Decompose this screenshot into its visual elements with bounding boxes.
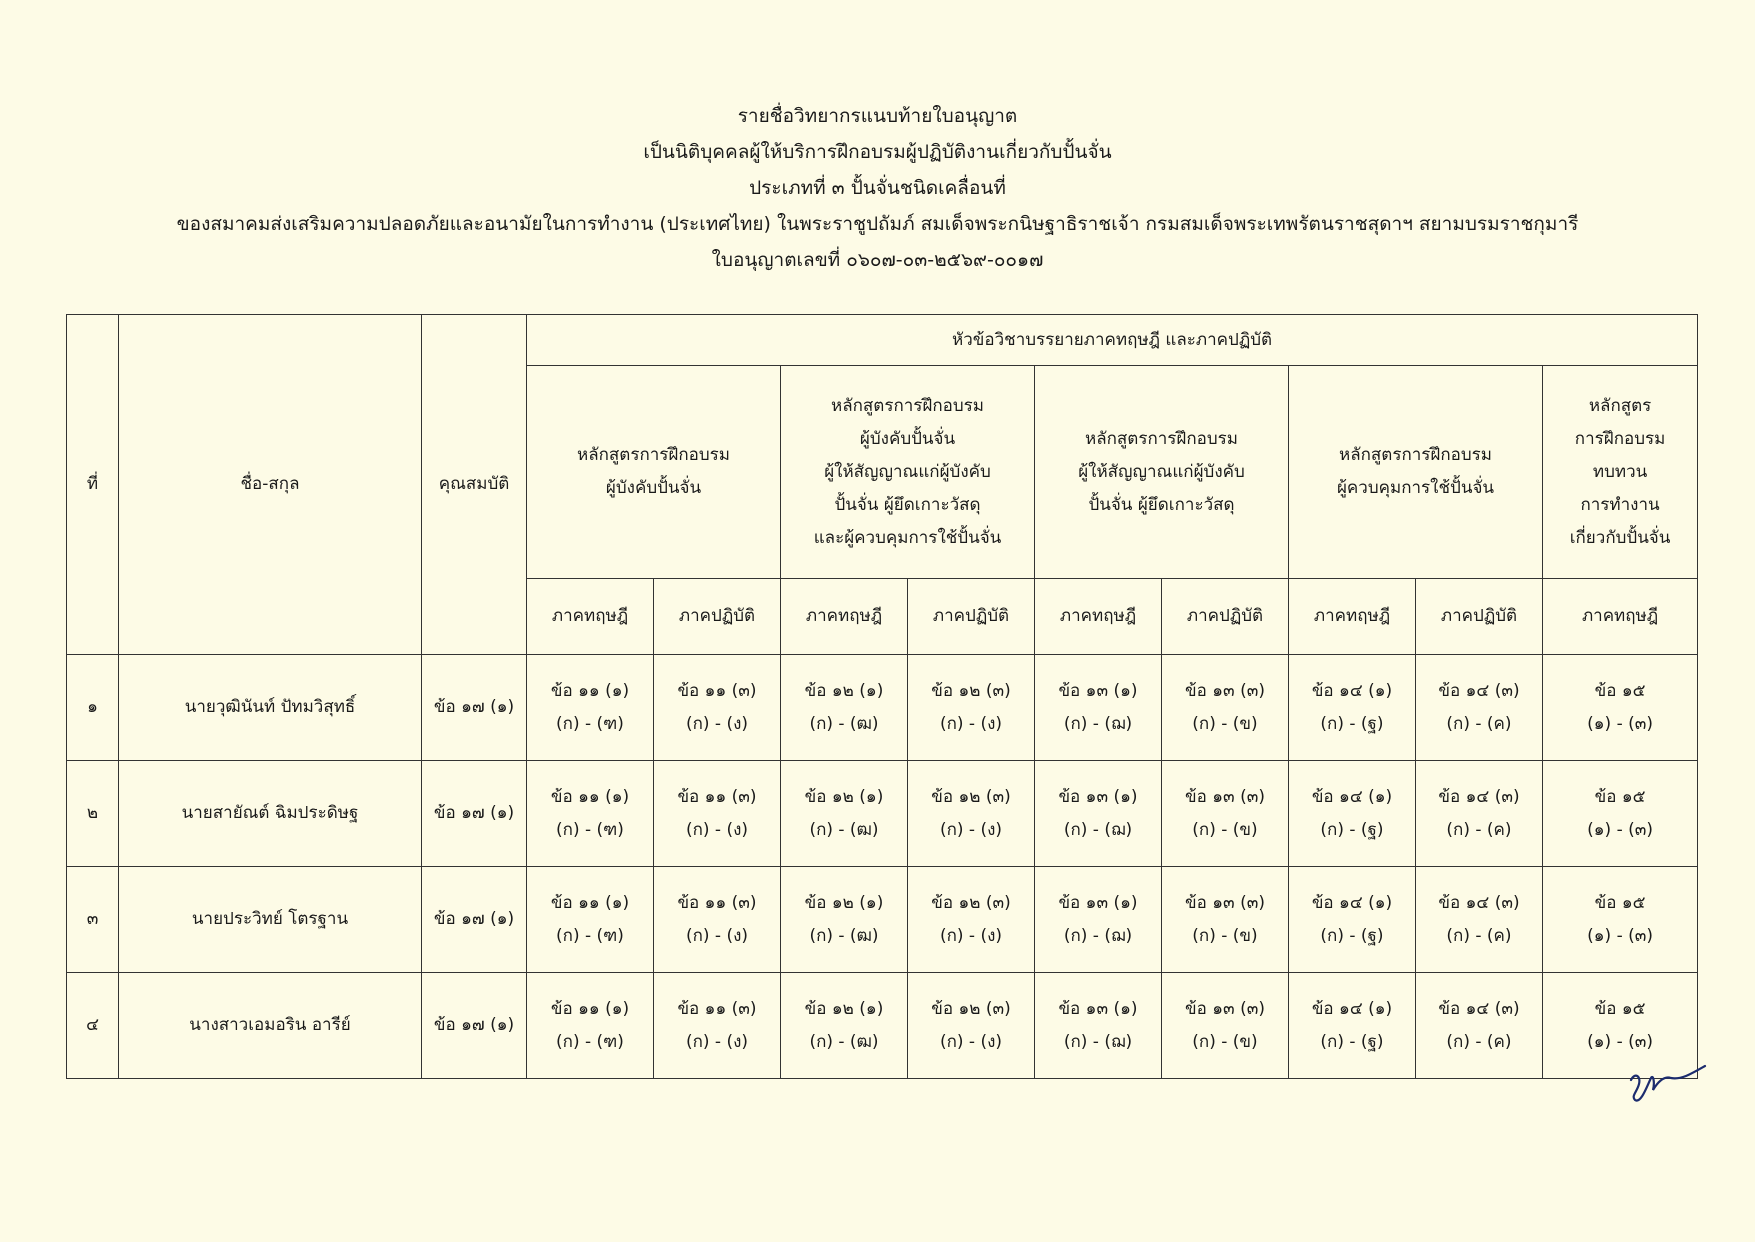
course-header-line: ผู้บังคับปั้นจั่น [859, 428, 956, 449]
topic-cell [527, 655, 654, 761]
course-header-5 [1543, 366, 1698, 579]
qualification: ข้อ ๑๗ (๑) [422, 973, 527, 1079]
topic-cell [1416, 655, 1543, 761]
topic-cell [527, 973, 654, 1079]
topic-cell [527, 867, 654, 973]
topic-cell-line: ข้อ ๑๓ (๓) [1185, 998, 1265, 1019]
topic-cell-line: (ก) - (ง) [939, 925, 1003, 946]
topic-cell [1543, 761, 1698, 867]
topic-cell [527, 761, 654, 867]
topic-cell [908, 973, 1035, 1079]
topic-cell-line: (ก) - (ง) [939, 819, 1003, 840]
topic-cell-line: ข้อ ๑๕ [1594, 786, 1646, 807]
header-row-topics [67, 315, 1698, 366]
topic-cell-line: ข้อ ๑๓ (๑) [1058, 892, 1138, 913]
topic-cell-line: (ก) - (ฐ) [1320, 1031, 1384, 1052]
document-header [60, 98, 1695, 278]
course-header-2 [781, 366, 1035, 579]
topic-cell-line: (ก) - (ข) [1192, 819, 1258, 840]
topic-cell-line: ข้อ ๑๔ (๑) [1311, 998, 1393, 1019]
topic-cell [908, 655, 1035, 761]
topic-cell [781, 761, 908, 867]
speaker-name: นายวุฒินันท์ ปัทมวิสุทธิ์ [119, 655, 422, 761]
handwritten-signature [1625, 1062, 1715, 1106]
topic-cell-line: (ก) - (ข) [1192, 713, 1258, 734]
qualification: ข้อ ๑๗ (๑) [422, 761, 527, 867]
part-header: ภาคปฏิบัติ [908, 579, 1035, 655]
course-header-line: ปั้นจั่น ผู้ยึดเกาะวัสดุ [834, 494, 981, 515]
topic-cell-line: ข้อ ๑๔ (๑) [1311, 892, 1393, 913]
topic-cell-line: ข้อ ๑๒ (๑) [804, 998, 884, 1019]
table-row [67, 761, 1698, 867]
topic-cell [781, 867, 908, 973]
topic-cell-line: (๑) - (๓) [1587, 819, 1653, 840]
col-header-qualification: คุณสมบัติ [422, 315, 527, 655]
topic-cell-line: ข้อ ๑๕ [1594, 998, 1646, 1019]
topic-cell-line: (ก) - (ง) [685, 1031, 749, 1052]
part-header: ภาคทฤษฎี [1035, 579, 1162, 655]
topic-cell-line: ข้อ ๑๑ (๓) [677, 680, 757, 701]
topic-cell [908, 867, 1035, 973]
topic-cell [654, 973, 781, 1079]
part-header: ภาคปฏิบัติ [1416, 579, 1543, 655]
topic-cell-line: (ก) - (ข) [1192, 925, 1258, 946]
part-header: ภาคทฤษฎี [1543, 579, 1698, 655]
topic-cell [1289, 867, 1416, 973]
topic-cell-line: (๑) - (๓) [1587, 925, 1653, 946]
topic-cell [1416, 867, 1543, 973]
table-body [67, 315, 1698, 1079]
course-header-line: หลักสูตรการฝึกอบรม [1084, 428, 1239, 449]
course-header-line: ผู้ให้สัญญาณแก่ผู้บังคับ [1078, 461, 1245, 482]
topic-cell-line: (ก) - (ฒ) [809, 1031, 879, 1052]
header-line-1: รายชื่อวิทยากรแนบท้ายใบอนุญาต [737, 105, 1018, 127]
topic-cell [1162, 761, 1289, 867]
topic-cell [654, 761, 781, 867]
topic-cell-line: ข้อ ๑๓ (๓) [1185, 680, 1265, 701]
course-header-1 [527, 366, 781, 579]
topic-cell [1416, 973, 1543, 1079]
topic-cell [1035, 973, 1162, 1079]
topic-cell-line: (ก) - (ง) [685, 925, 749, 946]
topic-cell-line: (๑) - (๓) [1587, 713, 1653, 734]
col-header-name: ชื่อ-สกุล [119, 315, 422, 655]
topic-cell-line: (ก) - (ฑ) [556, 819, 624, 840]
col-header-no: ที่ [67, 315, 119, 655]
topic-cell-line: ข้อ ๑๑ (๑) [550, 786, 630, 807]
topic-cell-line: (ก) - (ฒ) [809, 925, 879, 946]
topic-cell-line: (ก) - (ฌ) [1063, 925, 1133, 946]
topic-cell-line: ข้อ ๑๓ (๓) [1185, 892, 1265, 913]
header-line-2: เป็นนิติบุคคลผู้ให้บริการฝึกอบรมผู้ปฏิบัติงานเกี่ยวกับปั้นจั่น [643, 141, 1112, 163]
topic-cell-line: ข้อ ๑๓ (๑) [1058, 680, 1138, 701]
course-header-line: ผู้ควบคุมการใช้ปั้นจั่น [1336, 478, 1495, 498]
row-number: ๑ [67, 655, 119, 761]
qualification: ข้อ ๑๗ (๑) [422, 867, 527, 973]
topic-cell-line: (ก) - (ฐ) [1320, 819, 1384, 840]
row-number: ๔ [67, 973, 119, 1079]
topic-cell-line: ข้อ ๑๔ (๓) [1438, 680, 1520, 701]
topic-cell-line: (ก) - (ฐ) [1320, 925, 1384, 946]
topic-cell [1289, 761, 1416, 867]
topic-cell-line: ข้อ ๑๔ (๓) [1438, 892, 1520, 913]
topic-cell [1162, 867, 1289, 973]
table-row [67, 973, 1698, 1079]
table-row [67, 655, 1698, 761]
topic-cell-line: (ก) - (ง) [939, 1031, 1003, 1052]
course-header-line: และผู้ควบคุมการใช้ปั้นจั่น [813, 527, 1002, 548]
topic-cell [654, 867, 781, 973]
topic-cell [1035, 655, 1162, 761]
header-line-4: ของสมาคมส่งเสริมความปลอดภัยและอนามัยในการทำงาน (ประเทศไทย) ในพระราชูปถัมภ์ สมเด็จพระกนิษฐาธิราชเจ้า กรมสมเด็จพระเทพรัตนราชสุดาฯ สยามบรมราชกุมารี [176, 213, 1579, 235]
topic-cell-line: (ก) - (ง) [685, 819, 749, 840]
topic-cell-line: (ก) - (ฌ) [1063, 819, 1133, 840]
topic-cell-line: ข้อ ๑๒ (๓) [931, 786, 1011, 807]
topic-cell-line: ข้อ ๑๒ (๑) [804, 892, 884, 913]
course-header-line: หลักสูตรการฝึกอบรม [576, 445, 731, 465]
topic-cell [908, 761, 1035, 867]
topic-cell-line: ข้อ ๑๑ (๑) [550, 680, 630, 701]
part-header: ภาคทฤษฎี [781, 579, 908, 655]
topics-header: หัวข้อวิชาบรรยายภาคทฤษฎี และภาคปฏิบัติ [527, 315, 1698, 366]
speaker-name: นายประวิทย์ โตรฐาน [119, 867, 422, 973]
topic-cell-line: ข้อ ๑๒ (๓) [931, 998, 1011, 1019]
topic-cell-line: ข้อ ๑๑ (๑) [550, 892, 630, 913]
topic-cell-line: ข้อ ๑๒ (๓) [931, 680, 1011, 701]
topic-cell-line: ข้อ ๑๓ (๑) [1058, 998, 1138, 1019]
topic-cell [654, 655, 781, 761]
topic-cell-line: (ก) - (ฑ) [556, 713, 624, 734]
topic-cell [1162, 655, 1289, 761]
topic-cell [781, 973, 908, 1079]
topic-cell [1289, 655, 1416, 761]
topic-cell-line: ข้อ ๑๑ (๓) [677, 892, 757, 913]
row-number: ๒ [67, 761, 119, 867]
course-header-line: การฝึกอบรม [1574, 428, 1666, 449]
header-line-5: ใบอนุญาตเลขที่ ๐๖๐๗-๐๓-๒๕๖๙-๐๐๑๗ [711, 249, 1044, 271]
topic-cell [1416, 761, 1543, 867]
topic-cell-line: ข้อ ๑๔ (๑) [1311, 786, 1393, 807]
part-header: ภาคปฏิบัติ [654, 579, 781, 655]
table-row [67, 867, 1698, 973]
row-number: ๓ [67, 867, 119, 973]
part-header: ภาคทฤษฎี [527, 579, 654, 655]
topic-cell-line: (ก) - (ค) [1446, 1031, 1512, 1052]
topic-cell-line: (ก) - (ฑ) [556, 1031, 624, 1052]
part-header: ภาคทฤษฎี [1289, 579, 1416, 655]
topic-cell-line: ข้อ ๑๑ (๓) [677, 998, 757, 1019]
topic-cell-line: (ก) - (ง) [939, 713, 1003, 734]
course-header-line: ผู้บังคับปั้นจั่น [605, 478, 702, 498]
topic-cell-line: ข้อ ๑๒ (๓) [931, 892, 1011, 913]
topic-cell [1035, 761, 1162, 867]
topic-cell [1543, 655, 1698, 761]
topic-cell [1543, 867, 1698, 973]
topic-cell-line: ข้อ ๑๒ (๑) [804, 786, 884, 807]
topic-cell-line: ข้อ ๑๔ (๓) [1438, 786, 1520, 807]
topic-cell [1289, 973, 1416, 1079]
topic-cell-line: (ก) - (ฌ) [1063, 713, 1133, 734]
topic-cell-line: ข้อ ๑๕ [1594, 892, 1646, 913]
speaker-name: นางสาวเอมอริน อารีย์ [119, 973, 422, 1079]
part-header: ภาคปฏิบัติ [1162, 579, 1289, 655]
topic-cell-line: ข้อ ๑๓ (๓) [1185, 786, 1265, 807]
topic-cell-line: ข้อ ๑๕ [1594, 680, 1646, 701]
topic-cell-line: (ก) - (ฌ) [1063, 1031, 1133, 1052]
topic-cell-line: (ก) - (ค) [1446, 925, 1512, 946]
topic-cell-line: (ก) - (ฒ) [809, 819, 879, 840]
topic-cell-line: (ก) - (ฒ) [809, 713, 879, 734]
course-header-line: เกี่ยวกับปั้นจั่น [1569, 527, 1671, 548]
topic-cell-line: ข้อ ๑๒ (๑) [804, 680, 884, 701]
topic-cell-line: (ก) - (ง) [685, 713, 749, 734]
course-header-line: ทบทวน [1592, 461, 1648, 482]
qualification: ข้อ ๑๗ (๑) [422, 655, 527, 761]
topic-cell [1035, 867, 1162, 973]
course-header-4 [1289, 366, 1543, 579]
topic-cell-line: (ก) - (ฑ) [556, 925, 624, 946]
course-header-line: ปั้นจั่น ผู้ยึดเกาะวัสดุ [1088, 494, 1235, 515]
course-header-line: หลักสูตร [1588, 395, 1652, 416]
speaker-name: นายสายัณต์ ฉิมประดิษฐ [119, 761, 422, 867]
course-header-line: หลักสูตรการฝึกอบรม [1338, 445, 1493, 465]
speakers-table [66, 314, 1698, 1079]
header-line-3: ประเภทที่ ๓ ปั้นจั่นชนิดเคลื่อนที่ [749, 177, 1006, 199]
topic-cell-line: (๑) - (๓) [1587, 1031, 1653, 1052]
topic-cell-line: ข้อ ๑๑ (๓) [677, 786, 757, 807]
topic-cell-line: (ก) - (ค) [1446, 713, 1512, 734]
course-header-line: ผู้ให้สัญญาณแก่ผู้บังคับ [824, 461, 991, 482]
topic-cell-line: ข้อ ๑๑ (๑) [550, 998, 630, 1019]
course-header-line: หลักสูตรการฝึกอบรม [830, 395, 985, 416]
topic-cell-line: ข้อ ๑๓ (๑) [1058, 786, 1138, 807]
topic-cell-line: (ก) - (ฐ) [1320, 713, 1384, 734]
topic-cell-line: ข้อ ๑๔ (๑) [1311, 680, 1393, 701]
topic-cell-line: (ก) - (ค) [1446, 819, 1512, 840]
course-header-3 [1035, 366, 1289, 579]
topic-cell [1162, 973, 1289, 1079]
course-header-line: การทำงาน [1580, 494, 1660, 515]
topic-cell-line: ข้อ ๑๔ (๓) [1438, 998, 1520, 1019]
topic-cell [781, 655, 908, 761]
topic-cell-line: (ก) - (ข) [1192, 1031, 1258, 1052]
